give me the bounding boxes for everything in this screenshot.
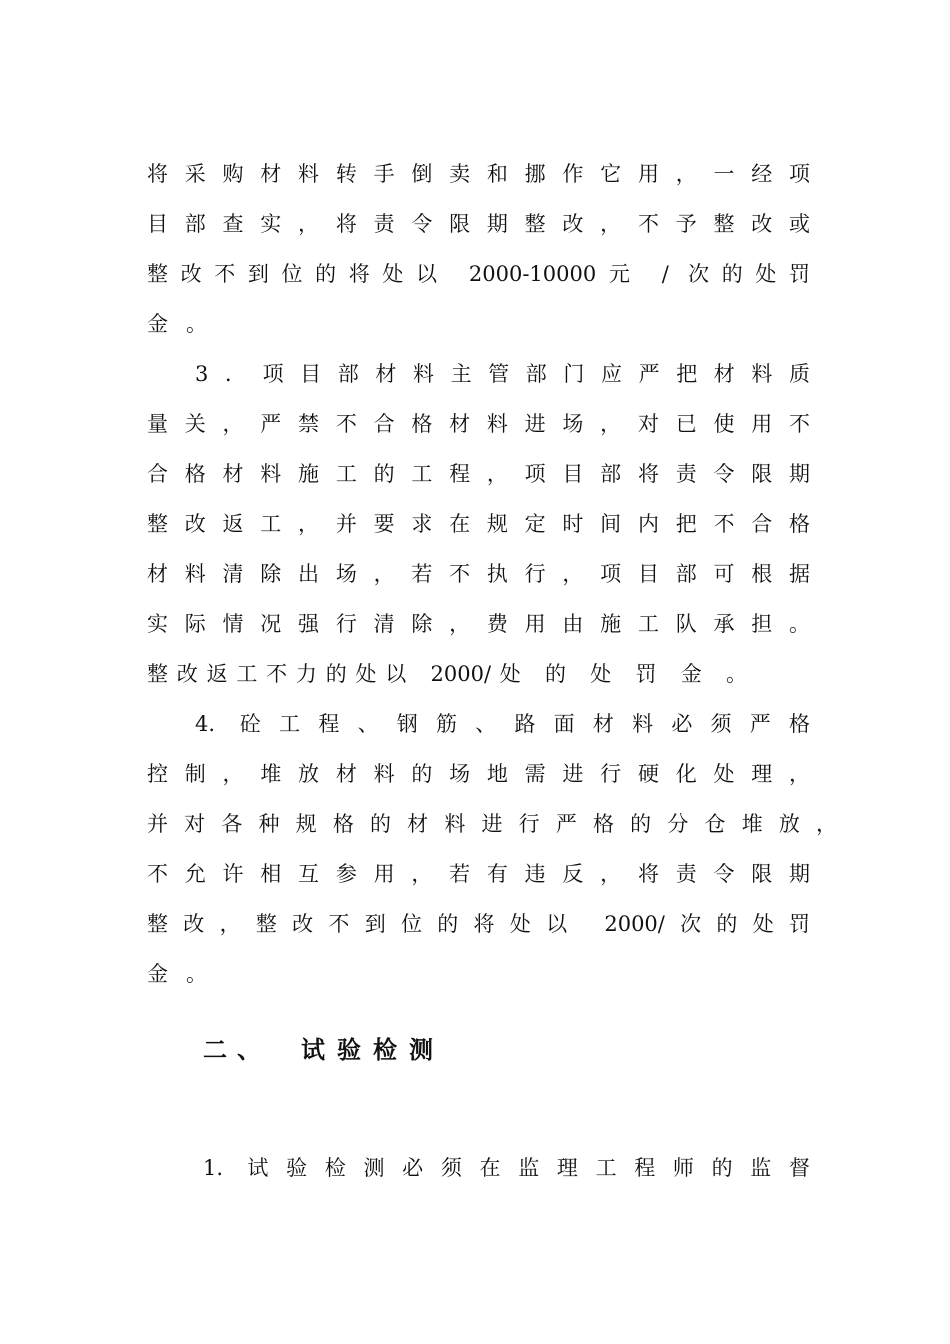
body-line-10: 实际情况强行清除，费用由施工队承担。 <box>147 612 810 636</box>
body-line-13: 控制，堆放材料的场地需进行硬化处理， <box>147 762 810 786</box>
body-line-7: 合格材料施工的工程，项目部将责令限期 <box>147 462 810 486</box>
body-line-6: 量关，严禁不合格材料进场，对已使用不 <box>147 412 810 436</box>
body-line-12: 4. 砼工程、钢筋、路面材料必须严格 <box>195 712 810 736</box>
body-line-2: 目部查实，将责令限期整改，不予整改或 <box>147 212 810 236</box>
section-heading <box>203 1033 445 1067</box>
body-line-3: 整改不到位的将处以 2000-10000元 / 次的处罚 <box>147 262 810 286</box>
body-line-1: 将采购材料转手倒卖和挪作它用，一经项 <box>147 162 810 186</box>
section-number: 二、 <box>203 1036 271 1064</box>
section-title: 试验检测 <box>301 1036 445 1064</box>
body-line-after-heading: 1. 试验检测必须在监理工程师的监督 <box>203 1156 810 1180</box>
body-line-5: 3．项目部材料主管部门应严把材料质 <box>195 362 810 386</box>
body-line-15: 不允许相互参用，若有违反，将责令限期 <box>147 862 810 886</box>
body-line-4: 金。 <box>147 312 225 336</box>
body-line-11: 整改返工不力的处以 2000/处 的 处 罚 金 。 <box>147 662 747 686</box>
body-line-14: 并对各种规格的材料进行严格的分仓堆放， <box>147 812 837 836</box>
body-line-8: 整改返工，并要求在规定时间内把不合格 <box>147 512 810 536</box>
body-line-17: 金。 <box>147 962 225 986</box>
body-line-16: 整改，整改不到位的将处以 2000/次的处罚 <box>147 912 810 936</box>
body-line-9: 材料清除出场，若不执行，项目部可根据 <box>147 562 810 586</box>
